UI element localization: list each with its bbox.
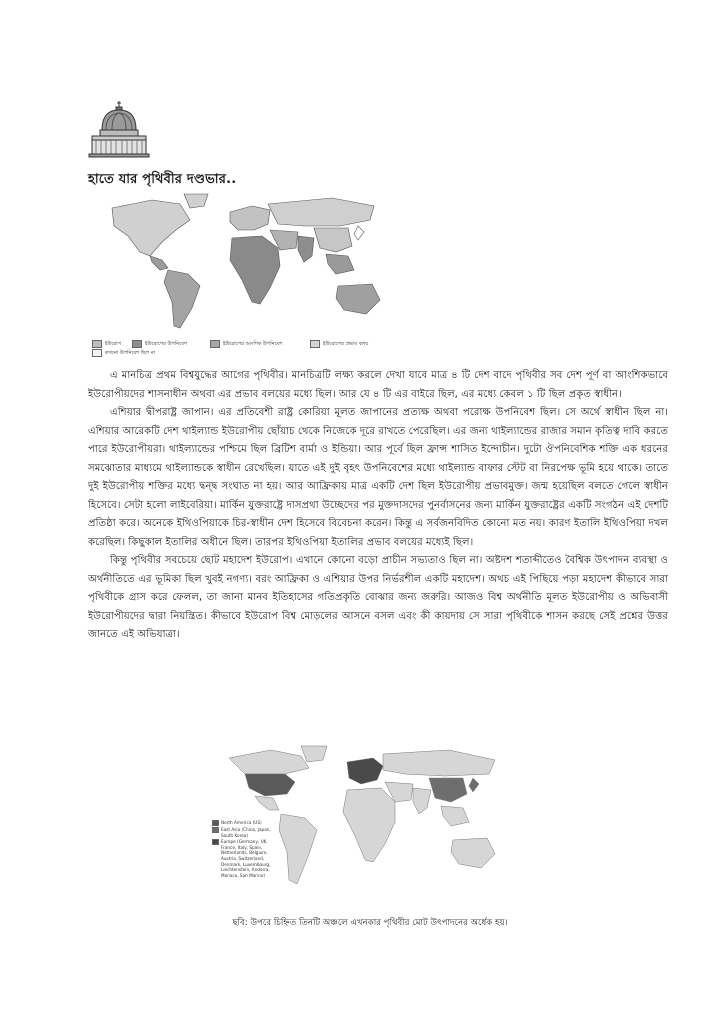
legend-swatch (212, 839, 219, 845)
legend-item: ইউরোপের প্রভাব বলয় (310, 340, 368, 348)
legend-item: North America (US) (212, 820, 276, 826)
legend-swatch (212, 820, 219, 826)
paragraph: কিন্তু পৃথিবীর সবচেয়ে ছোট মহাদেশ ইউরোপ। এখানে কোনো বড়ো প্রাচীন সভ্যতাও ছিল না। অষ্টদশ শতাব্দীতেও বৈশ্বিক উৎপাদন ব্যবস্থা ও অর্থনীতিতে এর ভূমিকা ছিল খুবই নগণ্য। বরং আফ্রিকা ও এশিয়ার উপর নির্ভরশীল একটি মহাদেশ। অথচ এই পিছিয়ে পড়া মহাদেশ কীভাবে সারা পৃথিবীকে গ্রাস করে ফেলল, তা জানা মানব ইতিহাসের গতিপ্রকৃতি বোঝার জন্য জরুরি। আজও বিশ্ব অর্থনীতি মূলত ইউরোপীয় ও অভিবাসী ইউরোপীয়দের দ্বারা নিয়ন্ত্রিত। কীভাবে ইউরোপ বিশ্ব মোড়লের আসনে বসল এবং কী কায়দায় সে সারা পৃথিবীকে শাসন করছে সেই প্রশ্নের উত্তর জানতে এই অভিযাত্রা। (88, 555, 668, 640)
section-heading: হাতে যার পৃথিবীর দণ্ডভার.. (88, 172, 237, 187)
legend-swatch (92, 340, 102, 348)
world-map-colonial (92, 190, 388, 338)
legend-item: ইউরোপের আংশিক উপনিবেশ (210, 340, 282, 348)
legend-item: কখনো উপনিবেশ ছিল না (92, 349, 155, 357)
legend-swatch (212, 827, 219, 833)
legend-swatch (92, 349, 102, 357)
domed-building-emblem (88, 100, 150, 158)
paragraph: এশিয়ার দ্বীপরাষ্ট্র জাপান। এর প্রতিবেশী রাষ্ট্র কোরিয়া মূলত জাপানের প্রত্যক্ষ অথবা পরোক্ষ উপনিবেশ ছিল। সে অর্থে স্বাধীন ছিল না। এশিয়ার আরেকটি দেশ থাইল্যান্ড ইউরোপীয় ছোঁয়াচ থেকে নিজেকে দূরে রাখতে পেরেছিল। এর জন্য থাইল্যান্ডের রাজার সমান কৃতিত্ব দাবি করতে পারে ইউরোপীয়রা। থাইল্যান্ডের পশ্চিমে ছিল ব্রিটিশ বার্মা ও ইন্ডিয়া। আর পূর্বে ছিল ফ্রান্স শাসিত ইন্দোচীন। দুটো ঔপনিবেশিক শক্তি এক ধরনের সমঝোতার মাধ্যমে থাইল্যান্ডকে স্বাধীন রেখেছিল। যাতে এই দুই বৃহৎ উপনিবেশের মধ্যে থাইল্যান্ড বাফার স্টেট বা নিরপেক্ষ ভূমি হয়ে থাকে। তাতে দুই ইউরোপীয় শক্তির মধ্যে দ্বন্দ্ব সংঘাত না হয়। আর আফ্রিকায় মাত্র একটি দেশ ছিল ইউরোপীয় প্রভাবমুক্ত। জন্ম হয়েছিল বলতে গেলে স্বাধীন হিসেবে। সেটা হলো লাইবেরিয়া। মার্কিন যুক্তরাষ্ট্রে দাসপ্রথা উচ্ছেদের পর মুক্তদাসদের পুনর্বাসনের জন্য মার্কিন যুক্তরাষ্ট্রের একটি সংগঠন এই দেশটি প্রতিষ্ঠা করে। অনেকে ইথিওপিয়াকে চির-স্বাধীন দেশ হিসেবে বিবেচনা করেন। কিন্তু এ সর্বজনবিদিত কোনো মত নয়। কারণ ইতালি ইথিওপিয়া দখল করেছিল। কিছুকাল ইতালির অধীনে ছিল। তারপর ইথিওপিয়া ইতালির প্রভাব বলয়ের মধ্যেই ছিল। (88, 407, 668, 548)
map2-legend (212, 820, 276, 878)
legend-item: Europe (Germany, UK, France, Italy, Spain, Netherlands, Belgium, Austria, Switzerland, Denmark, Luxembourg, Liechtenstein, Andorra, Monaco, San Marino) (212, 839, 276, 878)
legend-swatch (210, 340, 220, 348)
legend-item: ইউরোপ (92, 340, 121, 348)
legend-item: ইউরোপের উপনিবেশ (132, 340, 187, 348)
legend-item: East Asia (China, Japan, South Korea) (212, 827, 276, 838)
article-body (88, 367, 668, 645)
paragraph: এ মানচিত্র প্রথম বিশ্বযুদ্ধের আগের পৃথিবীর। মানচিত্রটি লক্ষ্য করলে দেখা যাবে মাত্র ৪ টি দেশ বাদে পৃথিবীর সব দেশ পূর্ণ বা আংশিকভাবে ইউরোপীয়দের শাসনাধীন অথবা এর প্রভাব বলয়ের মধ্যে ছিল। আর যে ৪ টি এর বাইরে ছিল, এর মধ্যে কেবল ১ টি ছিল প্রকৃত স্বাধীন। (88, 370, 668, 400)
legend-swatch (310, 340, 320, 348)
legend-swatch (132, 340, 142, 348)
figure-caption: ছবি: উপরে চিহ্নিত তিনটি অঞ্চলে এখনকার পৃথিবীর মোট উৎপাদনের অর্ধেক হয়। (232, 918, 508, 928)
